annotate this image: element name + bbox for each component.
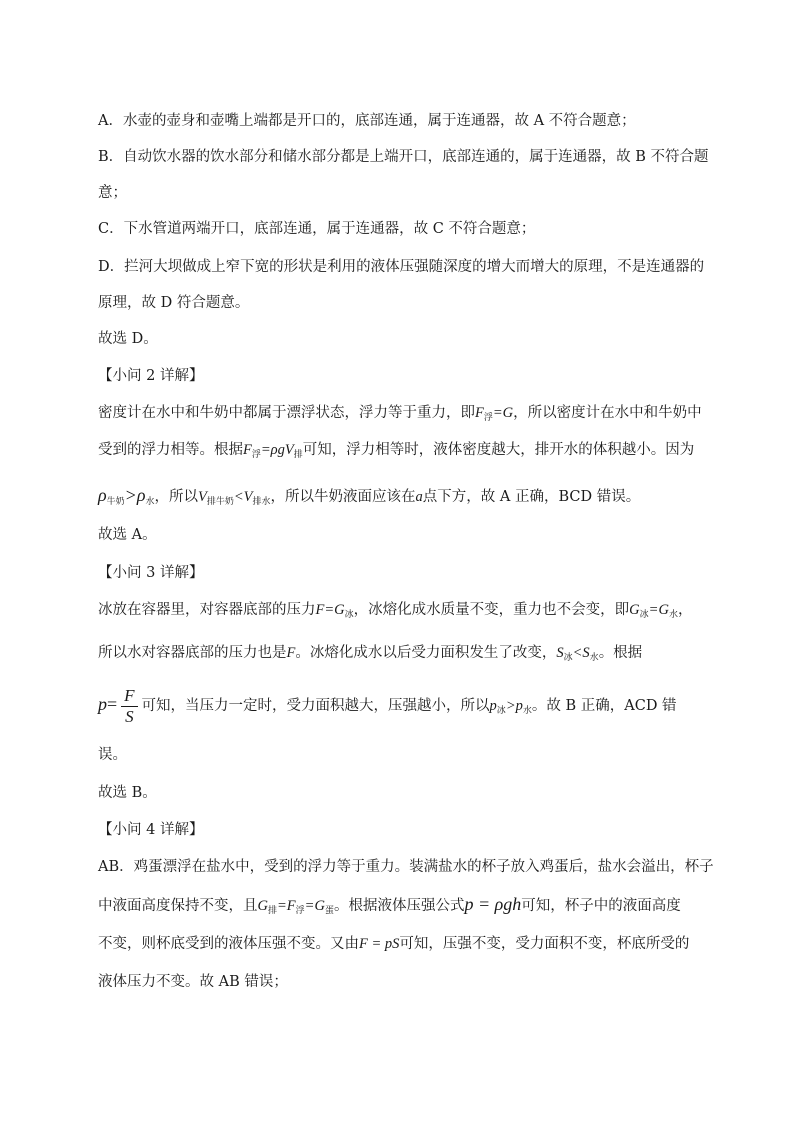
option-c-line (98, 218, 708, 240)
paragraph-line (98, 744, 708, 766)
option-d-line (98, 256, 708, 278)
heading: 【小问 3 详解】 (98, 565, 204, 581)
text: 可知，当压力一定时，受力面积越大，压强越小，所以 (141, 698, 490, 714)
formula: $G_冰=G_水$ (629, 602, 678, 619)
text: D．拦河大坝做成上窄下宽的形状是利用的液体压强随深度的增大而增大的原理，不是连通器的 (98, 259, 705, 275)
formula: F (286, 645, 296, 661)
text: 所以水对容器底部的压力也是 (98, 645, 287, 661)
text: ， (677, 602, 693, 618)
paragraph-line (98, 856, 714, 878)
text: 故选 B。 (98, 785, 157, 801)
text: ，所以密度计在水中和牛奶中 (513, 405, 702, 421)
paragraph-line (98, 402, 708, 428)
text: 。根据 (598, 645, 643, 661)
formula: $F=G_冰$ (315, 602, 354, 619)
text: ，所以 (154, 489, 198, 505)
paragraph-line (98, 684, 708, 730)
text: 可知，杯子中的液面高度 (521, 898, 681, 914)
text: 冰放在容器里，对容器底部的压力 (98, 602, 316, 618)
text: 误。 (98, 747, 127, 763)
formula: $F_浮=G$ (475, 405, 514, 422)
section-heading-2 (98, 365, 708, 387)
option-d-line-cont (98, 292, 708, 314)
text: 。冰熔化成水以后受力面积发生了改变， (295, 645, 557, 661)
text: 。故 B 正确，ACD 错 (531, 698, 677, 714)
formula: $V_{排牛奶}<V_{排水}$ (197, 489, 271, 506)
text: B．自动饮水器的饮水部分和储水部分都是上端开口，底部连通的，属于连通器，故 B 不符合题 (98, 149, 709, 165)
answer-line (98, 524, 708, 546)
section-heading-4 (98, 819, 708, 841)
text: 密度计在水中和牛奶中都属于漂浮状态，浮力等于重力，即 (98, 405, 475, 421)
text: 可知，压强不变，受力面积不变，杯底所受的 (399, 936, 690, 952)
text: ，冰熔化成水质量不变，重力也不会变，即 (353, 602, 630, 618)
text: AB．鸡蛋漂浮在盐水中，受到的浮力等于重力。装满盐水的杯子放入鸡蛋后，盐水会溢出，杯子 (98, 859, 714, 875)
text: A．水壶的壶身和壶嘴上端都是开口的，底部连通，属于连通器，故 A 不符合题意； (98, 113, 636, 129)
heading: 【小问 2 详解】 (98, 368, 204, 384)
formula: $S_冰<S_水$ (556, 645, 599, 662)
answer-line (98, 782, 708, 804)
answer-line (98, 328, 708, 350)
formula: $\rho_{牛奶}>\rho_水$ (98, 485, 155, 506)
text: C．下水管道两端开口，底部连通，属于连通器，故 C 不符合题意； (98, 221, 536, 237)
paragraph-line (98, 484, 708, 512)
formula: $G_排=F_浮=G_蛋$ (257, 898, 334, 915)
text: 液体压力不变。故 AB 错误； (98, 974, 288, 990)
fraction-formula: $\frac{F}{S}$ (121, 686, 137, 727)
text: 。根据液体压强公式 (333, 898, 465, 914)
option-b-line (98, 146, 708, 168)
text: 可知，浮力相等时，液体密度越大，排开水的体积越小。因为 (302, 442, 695, 458)
text: 意； (98, 185, 127, 201)
text: 受到的浮力相等。根据 (98, 442, 243, 458)
section-heading-3 (98, 562, 708, 584)
option-a-line (98, 110, 708, 132)
paragraph-line (98, 893, 708, 921)
text: 不变，则杯底受到的液体压强不变。又由 (98, 936, 359, 952)
text: 故选 D。 (98, 331, 158, 347)
paragraph-line (98, 599, 708, 625)
text: 故选 A。 (98, 527, 157, 543)
formula: p (98, 694, 107, 714)
formula: F = pS (359, 936, 400, 952)
text: ，所以牛奶液面应该在 (270, 489, 416, 505)
heading: 【小问 4 详解】 (98, 822, 204, 838)
paragraph-line (98, 642, 708, 668)
text: 原理，故 D 符合题意。 (98, 295, 250, 311)
paragraph-line (98, 933, 708, 955)
formula: p = ρgh (464, 894, 522, 914)
paragraph-line (98, 439, 708, 465)
text: 中液面高度保持不变，且 (98, 898, 258, 914)
point-label: a (415, 489, 423, 505)
formula: $F_浮=\rho gV_排$ (243, 442, 303, 459)
paragraph-line (98, 971, 708, 993)
formula: = (107, 694, 118, 714)
option-b-line-cont (98, 182, 708, 204)
formula: $p_冰>p_水$ (489, 698, 532, 715)
text: 点下方，故 A 正确，BCD 错误。 (422, 489, 641, 505)
